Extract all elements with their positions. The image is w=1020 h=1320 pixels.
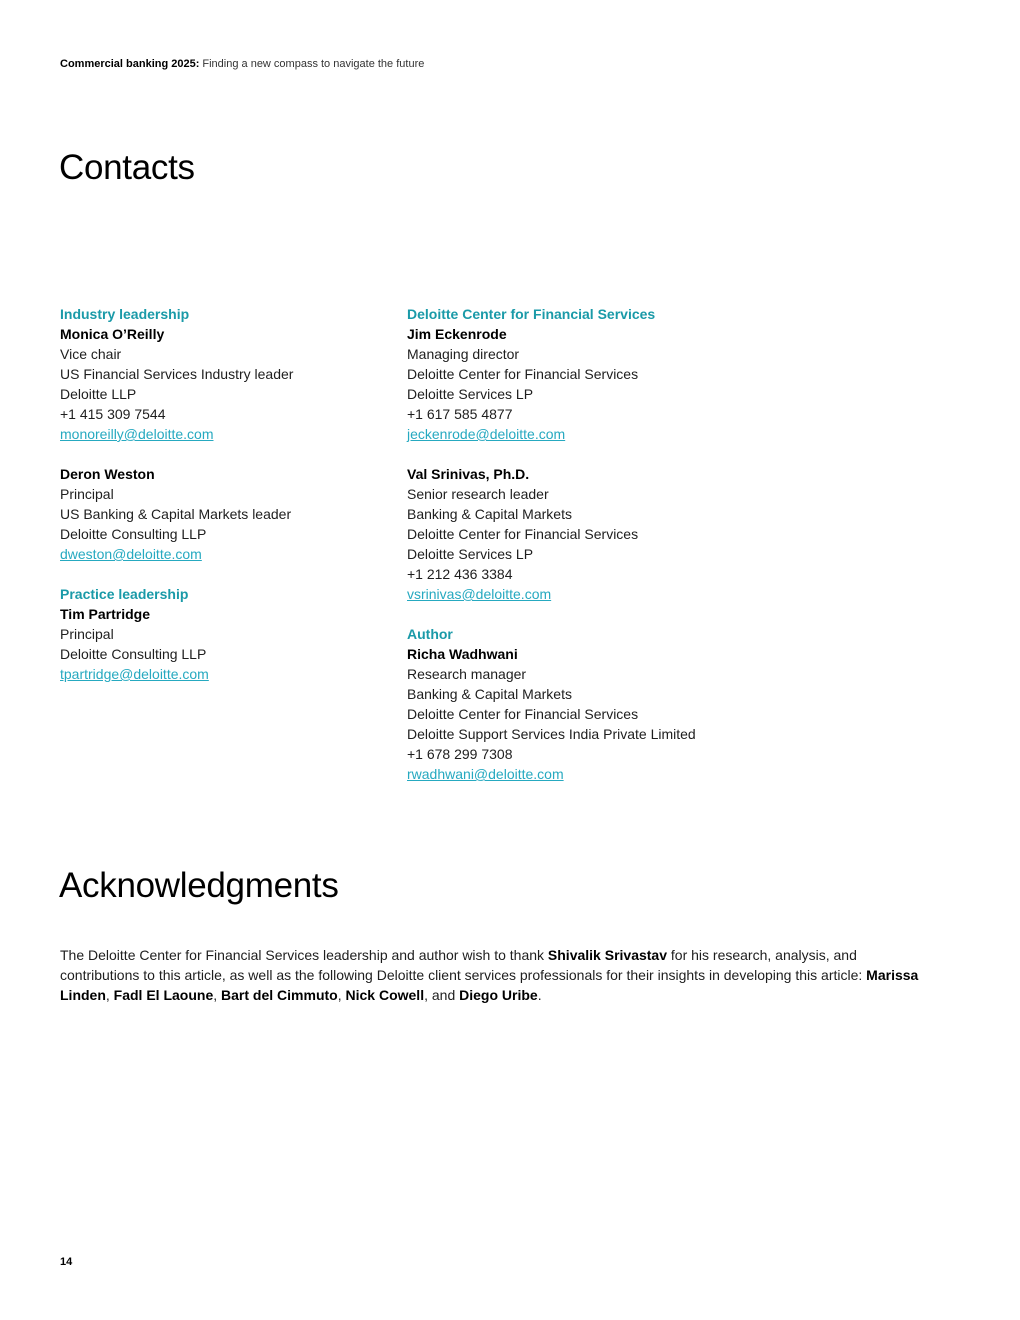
contact-email-link[interactable]: jeckenrode@deloitte.com xyxy=(407,426,566,442)
contact-email-link[interactable]: monoreilly@deloitte.com xyxy=(60,426,214,442)
ack-sep: , xyxy=(105,987,114,1003)
contact-email-link[interactable]: rwadhwani@deloitte.com xyxy=(407,766,564,782)
contact-card xyxy=(60,464,390,564)
ack-text: The Deloitte Center for Financial Services leadership and author wish to thank xyxy=(60,947,548,963)
contact-title: Managing director xyxy=(407,346,520,362)
contact-title: Senior research leader xyxy=(407,486,549,502)
contact-name: Deron Weston xyxy=(60,466,155,482)
contact-card xyxy=(407,644,827,784)
ack-name: Nick Cowell xyxy=(345,987,425,1003)
contact-company: Deloitte Consulting LLP xyxy=(60,526,207,542)
acknowledgments-heading: Acknowledgments xyxy=(59,866,339,905)
contacts-right-column xyxy=(407,304,827,784)
contacts-heading: Contacts xyxy=(59,148,195,187)
contact-role: US Banking & Capital Markets leader xyxy=(60,506,292,522)
ack-name: Diego Uribe xyxy=(459,987,538,1003)
ack-sep: , xyxy=(213,987,222,1003)
contact-email-link[interactable]: tpartridge@deloitte.com xyxy=(60,666,209,682)
contact-title: Research manager xyxy=(407,666,527,682)
contact-company: Deloitte Services LP xyxy=(407,546,534,562)
contact-practice: Banking & Capital Markets xyxy=(407,686,572,702)
report-title: Commercial banking 2025: xyxy=(60,58,200,70)
section-heading-practice: Practice leadership xyxy=(60,586,189,602)
contact-name: Richa Wadhwani xyxy=(407,646,518,662)
contact-card xyxy=(60,604,390,684)
contact-card xyxy=(407,464,827,604)
acknowledgments-paragraph xyxy=(60,945,940,1005)
page-number: 14 xyxy=(60,1256,73,1268)
contact-company: Deloitte LLP xyxy=(60,386,137,402)
running-header xyxy=(60,58,424,70)
ack-sep: . xyxy=(537,987,542,1003)
contact-name: Jim Eckenrode xyxy=(407,326,507,342)
contact-email-link[interactable]: dweston@deloitte.com xyxy=(60,546,202,562)
section-heading-author: Author xyxy=(407,626,453,642)
contact-title: Principal xyxy=(60,486,114,502)
contacts-left-column xyxy=(60,304,390,684)
contact-phone: +1 678 299 7308 xyxy=(407,746,513,762)
contact-email-link[interactable]: vsrinivas@deloitte.com xyxy=(407,586,552,602)
ack-name: Marissa Linden xyxy=(60,967,919,1003)
contact-card xyxy=(407,324,827,444)
contact-title: Principal xyxy=(60,626,114,642)
contact-card xyxy=(60,324,390,444)
ack-sep: , xyxy=(337,987,346,1003)
contact-company: Deloitte Support Services India Private Limited xyxy=(407,726,696,742)
contact-company: Deloitte Services LP xyxy=(407,386,534,402)
ack-sep: , and xyxy=(424,987,460,1003)
contact-name: Monica O’Reilly xyxy=(60,326,165,342)
contact-name: Tim Partridge xyxy=(60,606,150,622)
section-heading-industry: Industry leadership xyxy=(60,306,190,322)
section-heading-dcfs: Deloitte Center for Financial Services xyxy=(407,306,656,322)
contact-company: Deloitte Consulting LLP xyxy=(60,646,207,662)
contact-role: US Financial Services Industry leader xyxy=(60,366,294,382)
contact-phone: +1 617 585 4877 xyxy=(407,406,513,422)
contact-practice: Banking & Capital Markets xyxy=(407,506,572,522)
contact-org: Deloitte Center for Financial Services xyxy=(407,366,639,382)
ack-name: Fadl El Laoune xyxy=(113,987,214,1003)
contact-phone: +1 212 436 3384 xyxy=(407,566,513,582)
ack-name: Bart del Cimmuto xyxy=(221,987,338,1003)
contact-title: Vice chair xyxy=(60,346,122,362)
report-subtitle: Finding a new compass to navigate the future xyxy=(202,58,425,70)
contact-org: Deloitte Center for Financial Services xyxy=(407,706,639,722)
contact-name: Val Srinivas, Ph.D. xyxy=(407,466,530,482)
ack-name: Shivalik Srivastav xyxy=(547,947,667,963)
ack-text: for his research, analysis, and contributions to this article, as well as the following Deloitte client services professionals for their insights in developing this article: xyxy=(60,947,867,983)
contact-phone: +1 415 309 7544 xyxy=(60,406,166,422)
contact-org: Deloitte Center for Financial Services xyxy=(407,526,639,542)
